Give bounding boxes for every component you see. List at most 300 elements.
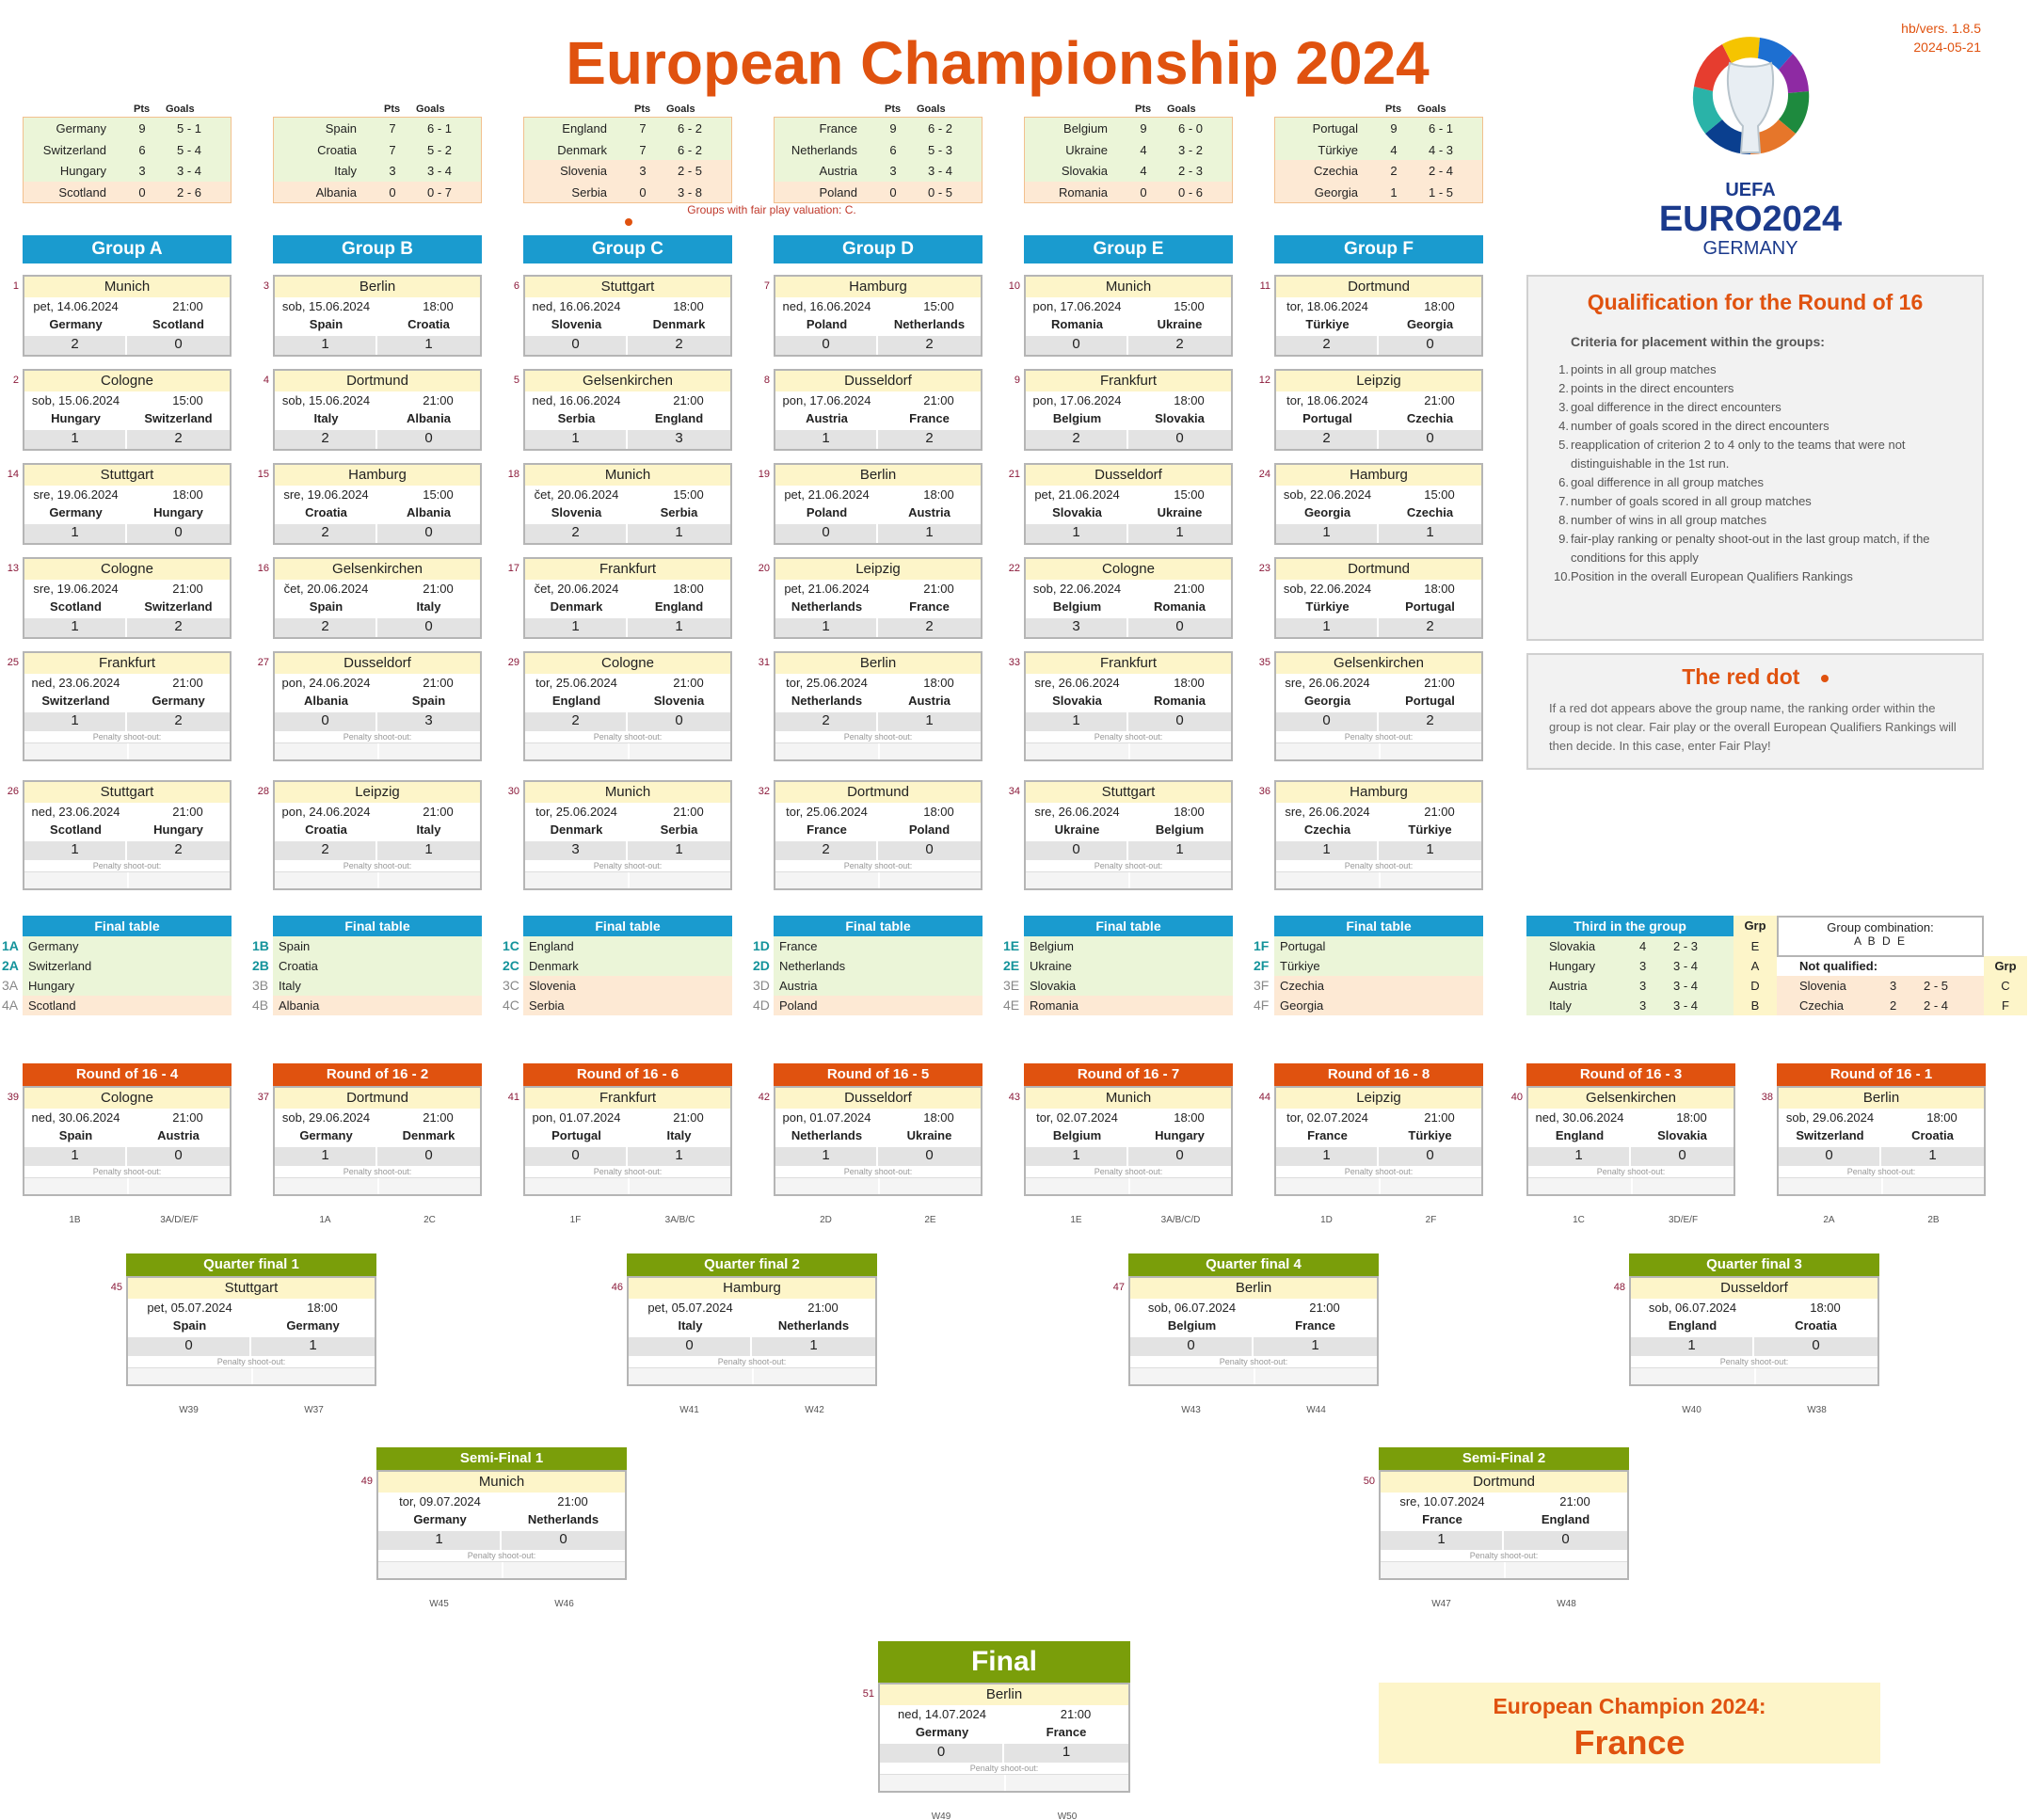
home-team: Belgium	[1052, 1128, 1102, 1142]
penalty-input[interactable]	[880, 1774, 1128, 1791]
match-date: pet, 21.06.2024	[1034, 487, 1120, 502]
match-card[interactable]	[273, 557, 482, 639]
match-card[interactable]	[1274, 1086, 1483, 1196]
match-card[interactable]	[1024, 1086, 1233, 1196]
away-team: Slovakia	[1657, 1128, 1707, 1142]
match-card[interactable]	[774, 780, 983, 890]
penalty-input[interactable]	[775, 1177, 981, 1194]
away-score-input[interactable]: 0	[377, 1147, 480, 1166]
home-score-input[interactable]: 1	[1276, 1147, 1379, 1166]
penalty-input[interactable]	[629, 1367, 875, 1384]
source-home: W41	[679, 1405, 699, 1415]
table-team: Denmark	[523, 956, 732, 976]
away-score-input[interactable]: 0	[127, 1147, 230, 1166]
penalty-label: Penalty shoot-out:	[1344, 1167, 1414, 1176]
table-position: 2A	[2, 958, 19, 973]
match-card[interactable]	[1274, 463, 1483, 545]
version-date: 2024-05-21	[1913, 40, 1981, 55]
away-team: Germany	[286, 1318, 340, 1333]
home-score-input[interactable]: 0	[775, 524, 878, 543]
match-teams	[1026, 1126, 1231, 1145]
third-place-row	[1526, 996, 1733, 1015]
match-number: 6	[513, 280, 519, 292]
home-team: Spain	[58, 1128, 93, 1142]
match-date: ned, 16.06.2024	[532, 299, 621, 313]
home-score-input[interactable]: 1	[24, 1147, 127, 1166]
penalty-label: Penalty shoot-out:	[1719, 1357, 1789, 1366]
match-date: sob, 22.06.2024	[1283, 487, 1372, 502]
standings-row	[274, 160, 481, 182]
match-date: ned, 14.07.2024	[898, 1707, 986, 1721]
penalty-input[interactable]	[1026, 871, 1231, 888]
home-team: Poland	[806, 505, 848, 519]
away-team: Spain	[411, 694, 446, 708]
team-points: 6	[138, 142, 146, 157]
away-team: Italy	[416, 599, 441, 614]
match-venue: Frankfurt	[525, 1088, 730, 1109]
standings-row	[775, 118, 982, 139]
match-card[interactable]	[23, 463, 232, 545]
source-away: W42	[805, 1405, 824, 1415]
home-score-input[interactable]: 1	[24, 618, 127, 637]
team-points: 3	[389, 164, 396, 178]
penalty-input[interactable]	[1779, 1177, 1984, 1194]
home-score-input[interactable]: 1	[525, 430, 628, 449]
home-score-input[interactable]: 1	[1276, 618, 1379, 637]
match-score	[24, 616, 230, 637]
match-card[interactable]	[1777, 1086, 1986, 1196]
source-away: W44	[1306, 1405, 1326, 1415]
team-name: France	[819, 121, 857, 136]
away-score-input[interactable]: 2	[1379, 618, 1481, 637]
away-score-input[interactable]: 2	[628, 336, 730, 355]
away-score-input[interactable]: 1	[251, 1337, 375, 1356]
match-card[interactable]	[1379, 1470, 1629, 1580]
match-card[interactable]	[1274, 275, 1483, 357]
standings-row	[524, 182, 731, 203]
logo-euro-text: EURO2024	[1658, 200, 1843, 239]
home-score-input[interactable]: 2	[775, 712, 878, 731]
penalty-input[interactable]	[24, 871, 230, 888]
match-card[interactable]	[1024, 651, 1233, 761]
away-score-input[interactable]: 0	[1379, 336, 1481, 355]
standings-row	[24, 182, 231, 203]
home-score-input[interactable]: 3	[1026, 618, 1128, 637]
home-score-input[interactable]: 0	[1026, 336, 1128, 355]
match-card[interactable]	[523, 275, 732, 357]
match-time: 18:00	[172, 487, 203, 502]
away-score-input[interactable]: 0	[1754, 1337, 1877, 1356]
penalty-input[interactable]	[24, 742, 230, 759]
away-score-input[interactable]: 2	[1128, 336, 1231, 355]
match-venue: Dortmund	[1276, 559, 1481, 580]
third-place-row	[1526, 956, 1733, 976]
penalty-input[interactable]	[24, 1177, 230, 1194]
round-header: Round of 16 - 6	[523, 1063, 732, 1086]
home-score-input[interactable]: 1	[1026, 712, 1128, 731]
round-header: Quarter final 4	[1128, 1253, 1379, 1276]
penalty-input[interactable]	[275, 871, 480, 888]
standings-row	[274, 118, 481, 139]
home-score-input[interactable]: 1	[1631, 1337, 1754, 1356]
match-card[interactable]	[523, 369, 732, 451]
home-score-input[interactable]: 2	[275, 524, 377, 543]
euro-logo	[1647, 28, 1854, 263]
home-score-input[interactable]: 1	[1026, 524, 1128, 543]
away-score-input[interactable]: 2	[127, 618, 230, 637]
away-score-input[interactable]: 1	[377, 336, 480, 355]
match-card[interactable]	[273, 1086, 482, 1196]
home-score-input[interactable]: 2	[1276, 336, 1379, 355]
away-score-input[interactable]: 0	[1631, 1147, 1733, 1166]
away-score-input[interactable]: 2	[127, 430, 230, 449]
match-card[interactable]	[273, 463, 482, 545]
match-venue: Berlin	[1130, 1278, 1377, 1299]
home-score-input[interactable]: 1	[275, 336, 377, 355]
not-qualified-label: Not qualified:	[1799, 959, 1878, 973]
penalty-input[interactable]	[1276, 1177, 1481, 1194]
table-team: Romania	[1024, 996, 1233, 1015]
home-score-input[interactable]: 1	[24, 712, 127, 731]
match-venue: Munich	[525, 465, 730, 486]
penalty-input[interactable]	[275, 742, 480, 759]
match-score	[1026, 839, 1231, 860]
away-score-input[interactable]: 0	[1128, 712, 1231, 731]
penalty-input[interactable]	[128, 1367, 375, 1384]
match-time: 21:00	[673, 393, 704, 407]
round-header: Round of 16 - 7	[1024, 1063, 1233, 1086]
match-teams	[1026, 598, 1231, 616]
away-score-input[interactable]: 1	[628, 1147, 730, 1166]
match-score	[1130, 1335, 1377, 1356]
match-card[interactable]	[774, 557, 983, 639]
home-score-input[interactable]: 0	[525, 336, 628, 355]
away-score-input[interactable]: 1	[1881, 1147, 1984, 1166]
home-score-input[interactable]: 2	[275, 618, 377, 637]
match-datetime	[24, 297, 230, 315]
match-date: sob, 06.07.2024	[1147, 1301, 1237, 1315]
match-venue: Berlin	[775, 465, 981, 486]
match-score	[775, 1145, 981, 1166]
home-team: Netherlands	[791, 694, 863, 708]
match-card[interactable]	[23, 1086, 232, 1196]
team-name: Serbia	[571, 184, 607, 200]
match-card[interactable]	[774, 651, 983, 761]
match-datetime	[1276, 486, 1481, 503]
match-date: pon, 24.06.2024	[281, 805, 371, 819]
home-score-input[interactable]: 1	[1026, 1147, 1128, 1166]
away-team: Germany	[152, 694, 205, 708]
match-number: 51	[862, 1688, 874, 1700]
away-score-input[interactable]: 2	[1379, 712, 1481, 731]
away-score-input[interactable]: 3	[377, 712, 480, 731]
away-score-input[interactable]: 1	[1004, 1744, 1128, 1763]
home-score-input[interactable]: 1	[525, 618, 628, 637]
penalty-input[interactable]	[775, 871, 981, 888]
match-time: 21:00	[1309, 1301, 1340, 1315]
criteria-number: 4.	[1558, 419, 1569, 433]
home-score-input[interactable]: 1	[775, 1147, 878, 1166]
home-score-input[interactable]: 2	[525, 712, 628, 731]
match-venue: Cologne	[525, 653, 730, 674]
standings-row	[1025, 182, 1232, 203]
match-venue: Munich	[525, 782, 730, 803]
away-score-input[interactable]: 0	[377, 524, 480, 543]
table-team: Scotland	[23, 996, 232, 1015]
match-datetime	[275, 297, 480, 315]
away-score-input[interactable]: 1	[1128, 841, 1231, 860]
match-time: 21:00	[423, 1110, 454, 1125]
match-card[interactable]	[774, 1086, 983, 1196]
away-score-input[interactable]: 0	[1379, 1147, 1481, 1166]
away-score-input[interactable]: 3	[628, 430, 730, 449]
away-score-input[interactable]: 0	[878, 841, 981, 860]
match-card[interactable]	[1274, 651, 1483, 761]
home-score-input[interactable]: 1	[775, 618, 878, 637]
criteria-text: goal difference in all group matches	[1571, 475, 1764, 489]
match-card[interactable]	[1274, 369, 1483, 451]
match-datetime	[378, 1493, 625, 1510]
match-card[interactable]	[1274, 557, 1483, 639]
home-team: France	[1422, 1512, 1462, 1526]
match-venue: Hamburg	[629, 1278, 875, 1299]
team-points: 7	[639, 121, 647, 136]
home-score-input[interactable]: 2	[775, 841, 878, 860]
match-card[interactable]	[774, 369, 983, 451]
away-score-input[interactable]: 1	[878, 524, 981, 543]
table-team: Croatia	[273, 956, 482, 976]
match-card[interactable]	[523, 1086, 732, 1196]
match-number: 2	[12, 375, 19, 386]
match-card[interactable]	[774, 463, 983, 545]
home-score-input[interactable]: 0	[629, 1337, 752, 1356]
match-card[interactable]	[126, 1276, 376, 1386]
match-date: tor, 25.06.2024	[535, 676, 617, 690]
away-score-input[interactable]: 2	[878, 336, 981, 355]
home-score-input[interactable]: 0	[1779, 1147, 1881, 1166]
match-card[interactable]	[523, 463, 732, 545]
home-score-input[interactable]: 1	[24, 430, 127, 449]
home-score-input[interactable]: 2	[275, 841, 377, 860]
match-card[interactable]	[23, 651, 232, 761]
match-card[interactable]	[1024, 275, 1233, 357]
match-number: 20	[758, 563, 770, 574]
standings-row	[24, 118, 231, 139]
away-team: Slovakia	[1155, 411, 1205, 425]
match-teams	[1276, 315, 1481, 334]
away-score-input[interactable]: 2	[127, 841, 230, 860]
match-card[interactable]	[1128, 1276, 1379, 1386]
away-score-input[interactable]: 2	[878, 430, 981, 449]
away-score-input[interactable]: 0	[127, 336, 230, 355]
penalty-input[interactable]	[525, 742, 730, 759]
table-position: 3E	[1003, 978, 1020, 993]
penalty-input[interactable]	[525, 871, 730, 888]
home-score-input[interactable]: 2	[1026, 430, 1128, 449]
home-score-input[interactable]: 0	[525, 1147, 628, 1166]
match-card[interactable]	[1024, 463, 1233, 545]
table-position: 1A	[2, 938, 19, 953]
match-card[interactable]	[1024, 557, 1233, 639]
away-score-input[interactable]: 0	[1128, 430, 1231, 449]
home-score-input[interactable]: 1	[24, 841, 127, 860]
penalty-input[interactable]	[1276, 742, 1481, 759]
home-score-input[interactable]: 1	[24, 524, 127, 543]
home-score-input[interactable]: 1	[1276, 524, 1379, 543]
match-card[interactable]	[1274, 780, 1483, 890]
away-score-input[interactable]: 1	[628, 618, 730, 637]
match-teams	[1276, 503, 1481, 522]
match-score	[1381, 1529, 1627, 1550]
away-score-input[interactable]: 0	[1128, 618, 1231, 637]
home-score-input[interactable]: 2	[525, 524, 628, 543]
home-score-input[interactable]: 2	[275, 430, 377, 449]
away-score-input[interactable]: 1	[628, 524, 730, 543]
match-time: 18:00	[1174, 1110, 1205, 1125]
away-score-input[interactable]: 1	[1379, 841, 1481, 860]
home-score-input[interactable]: 0	[1130, 1337, 1254, 1356]
away-score-input[interactable]: 0	[377, 618, 480, 637]
away-score-input[interactable]: 0	[502, 1531, 625, 1550]
match-teams	[775, 821, 981, 839]
home-score-input[interactable]: 0	[775, 336, 878, 355]
match-card[interactable]	[273, 275, 482, 357]
match-score	[378, 1529, 625, 1550]
away-score-input[interactable]: 2	[127, 712, 230, 731]
match-venue: Gelsenkirchen	[1276, 653, 1481, 674]
match-card[interactable]	[774, 275, 983, 357]
away-score-input[interactable]: 1	[878, 712, 981, 731]
source-away: W50	[1057, 1812, 1078, 1820]
match-date: ned, 16.06.2024	[532, 393, 621, 407]
penalty-input[interactable]	[275, 1177, 480, 1194]
match-card[interactable]	[878, 1683, 1130, 1793]
penalty-input[interactable]	[1276, 871, 1481, 888]
home-score-input[interactable]: 1	[775, 430, 878, 449]
home-team: Denmark	[550, 822, 603, 837]
home-score-input[interactable]: 0	[1026, 841, 1128, 860]
home-score-input[interactable]: 1	[1381, 1531, 1504, 1550]
match-card[interactable]	[523, 557, 732, 639]
match-card[interactable]	[23, 780, 232, 890]
penalty-input[interactable]	[1026, 742, 1231, 759]
match-time: 18:00	[307, 1301, 338, 1315]
match-venue: Stuttgart	[1026, 782, 1231, 803]
away-team: Scotland	[152, 317, 204, 331]
match-score	[775, 616, 981, 637]
match-card[interactable]	[273, 780, 482, 890]
home-score-input[interactable]: 1	[1528, 1147, 1631, 1166]
team-goals: 2 - 5	[677, 164, 702, 178]
match-time: 21:00	[923, 393, 954, 407]
away-score-input[interactable]: 1	[1379, 524, 1481, 543]
away-score-input[interactable]: 0	[628, 712, 730, 731]
penalty-input[interactable]	[1381, 1561, 1627, 1578]
match-card[interactable]	[273, 651, 482, 761]
team-goals: 3 - 4	[176, 164, 201, 178]
match-card[interactable]	[627, 1276, 877, 1386]
match-number: 49	[360, 1476, 373, 1487]
source-away: W38	[1807, 1405, 1827, 1415]
home-score-input[interactable]: 0	[880, 1744, 1004, 1763]
match-card[interactable]	[523, 651, 732, 761]
penalty-input[interactable]	[1528, 1177, 1733, 1194]
table-position: 4C	[503, 998, 519, 1013]
home-score-input[interactable]: 0	[1276, 712, 1379, 731]
away-score-input[interactable]: 0	[127, 524, 230, 543]
match-card[interactable]	[523, 780, 732, 890]
team-goals: 4 - 3	[1428, 142, 1453, 157]
penalty-input[interactable]	[1130, 1367, 1377, 1384]
away-score-input[interactable]: 0	[1128, 1147, 1231, 1166]
match-venue: Munich	[378, 1472, 625, 1493]
home-score-input[interactable]: 0	[128, 1337, 251, 1356]
source-away: 2B	[1927, 1215, 1940, 1225]
away-team: Türkiye	[1408, 1128, 1452, 1142]
source-away: 2C	[423, 1215, 436, 1225]
match-card[interactable]	[23, 557, 232, 639]
penalty-input[interactable]	[378, 1561, 625, 1578]
match-time: 18:00	[1424, 299, 1455, 313]
group-header: Group B	[273, 235, 482, 263]
away-score-input[interactable]: 0	[878, 1147, 981, 1166]
match-card[interactable]	[376, 1470, 627, 1580]
away-score-input[interactable]: 2	[878, 618, 981, 637]
home-score-input[interactable]: 1	[275, 1147, 377, 1166]
table-position: 2E	[1003, 958, 1020, 973]
match-datetime	[525, 580, 730, 598]
not-qualified-row	[1777, 996, 1984, 1015]
match-teams	[1026, 692, 1231, 710]
away-score-input[interactable]: 1	[1254, 1337, 1377, 1356]
away-team: Serbia	[660, 505, 698, 519]
team-name: Germany	[56, 121, 106, 136]
home-score-input[interactable]: 2	[1276, 430, 1379, 449]
match-card[interactable]	[1024, 369, 1233, 451]
home-score-input[interactable]: 0	[275, 712, 377, 731]
match-card[interactable]	[1526, 1086, 1735, 1196]
home-score-input[interactable]: 2	[24, 336, 127, 355]
match-card[interactable]	[1629, 1276, 1879, 1386]
match-card[interactable]	[23, 275, 232, 357]
penalty-input[interactable]	[775, 742, 981, 759]
home-score-input[interactable]: 1	[378, 1531, 502, 1550]
away-score-input[interactable]: 1	[1128, 524, 1231, 543]
match-card[interactable]	[1024, 780, 1233, 890]
away-score-input[interactable]: 1	[628, 841, 730, 860]
away-score-input[interactable]: 0	[377, 430, 480, 449]
away-score-input[interactable]: 0	[1379, 430, 1481, 449]
home-score-input[interactable]: 3	[525, 841, 628, 860]
match-card[interactable]	[23, 369, 232, 451]
penalty-input[interactable]	[1631, 1367, 1877, 1384]
table-team: Germany	[23, 936, 232, 956]
away-team: Poland	[908, 822, 951, 837]
team-group: F	[1984, 996, 2027, 1015]
match-datetime	[275, 803, 480, 821]
away-score-input[interactable]: 1	[752, 1337, 875, 1356]
away-score-input[interactable]: 1	[377, 841, 480, 860]
match-score	[880, 1742, 1128, 1763]
home-score-input[interactable]: 1	[1276, 841, 1379, 860]
standings-row	[1025, 118, 1232, 139]
away-team: Ukraine	[1157, 505, 1203, 519]
match-card[interactable]	[273, 369, 482, 451]
away-score-input[interactable]: 0	[1504, 1531, 1627, 1550]
match-time: 18:00	[923, 1110, 954, 1125]
penalty-input[interactable]	[525, 1177, 730, 1194]
penalty-input[interactable]	[1026, 1177, 1231, 1194]
